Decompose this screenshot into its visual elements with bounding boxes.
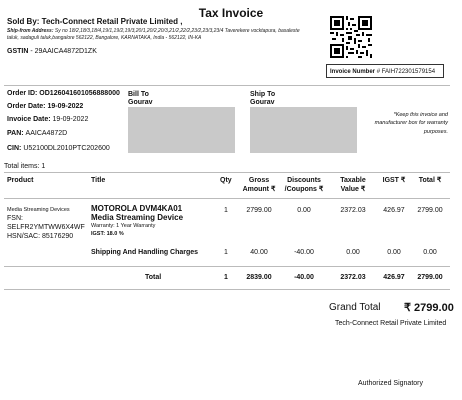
order-id-label: Order ID: [7,90,38,97]
cin [7,145,110,152]
ship-to-name: Gourav [250,99,275,106]
gstin-label: GSTIN [7,48,29,55]
pan-label: PAN: [7,130,24,137]
bill-to [128,91,153,107]
warranty-keep-note: *Keep this invoice and manufacturer box for warranty purposes. [374,112,448,135]
product-fsn-value: SELFR2YMTWW6X4WF [7,224,85,231]
invoice-date-value: 19-09-2022 [52,116,89,123]
invoice-date [7,116,88,123]
item-taxable: 2372.03 [340,207,366,214]
table-top-divider [4,172,450,173]
gstin-value: - 29AAICA4872D1ZK [30,48,97,55]
product-hsn: HSN/SAC: 85176290 [7,233,74,240]
invoice-date-label: Invoice Date: [7,116,51,123]
total-items: Total items: 1 [4,163,46,170]
item-qty: 1 [224,207,228,214]
product-cell [7,206,85,241]
order-date-label: Order Date: [7,103,46,110]
ship-from-text: Sy no 18/2,18/3,18/4,19/1,19/2,19/3,20/1,20/2,20/3,21/2,22/2,23/2,23/3,23/4 Taverekere vocktapura, basaleste taluk, sadaguli taluk,bangalore 562122, Bangalore, KARNATAKA, India - 562122, IN-KA [7,28,300,42]
product-fsn-label: FSN: [7,215,23,222]
item-total: 2799.00 [417,207,443,214]
seller-gstin [7,48,97,55]
bill-to-label: Bill To [128,91,149,98]
ship-from-label: Ship-from Address: [7,28,54,34]
header-qty: Qty [220,177,232,184]
totals-bottom-divider [4,289,450,290]
totals-igst: 426.97 [383,274,405,281]
product-category: Media Streaming Devices [7,207,70,213]
cin-label: CIN: [7,145,22,152]
table-header-divider [4,198,450,199]
header-taxable: Taxable Value ₹ [340,177,366,193]
company-footer: Tech-Connect Retail Private Limited [335,320,447,327]
shipping-discounts: -40.00 [294,249,314,256]
item-title-line1: MOTOROLA DVM4KA01 [91,204,183,213]
order-date-value: 19-09-2022 [47,103,84,110]
ship-to-address-redacted [250,107,357,153]
header-total: Total ₹ [418,177,442,184]
order-id-value: OD126041601056888000 [39,90,120,97]
shipping-gross: 40.00 [250,249,268,256]
ship-to-label: Ship To [250,91,276,98]
grand-total-label: Grand Total [329,302,381,313]
shipping-taxable: 0.00 [346,249,360,256]
sold-by: Sold By: Tech-Connect Retail Private Limited , [7,17,183,26]
shipping-igst: 0.00 [387,249,401,256]
header-product: Product [7,177,34,184]
invoice-number-label: Invoice Number [330,69,376,75]
ship-to [250,91,275,107]
totals-label: Total [145,274,162,281]
header-title: Title [91,177,106,184]
cin-value: U52100DL2010PTC202600 [23,145,110,152]
item-warranty: Warranty: 1 Year Warranty [91,223,156,229]
invoice-number-box [326,64,444,78]
header-igst: IGST ₹ [382,177,406,184]
item-igst-rate: IGST: 18.0 % [91,231,124,237]
bill-to-name: Gourav [128,99,153,106]
invoice-title: Tax Invoice [198,6,264,20]
authorized-signatory: Authorized Signatory [358,380,423,387]
totals-gross: 2839.00 [246,274,272,281]
order-id [7,90,120,97]
header-divider [4,85,450,86]
header-gross: Gross Amount ₹ [242,177,276,193]
item-igst: 426.97 [383,207,405,214]
totals-qty: 1 [224,274,228,281]
shipping-total: 0.00 [423,249,437,256]
totals-discounts: -40.00 [294,274,314,281]
totals-taxable: 2372.03 [340,274,366,281]
item-gross: 2799.00 [246,207,272,214]
grand-total-value: ₹ 2799.00 [404,302,454,314]
order-date [7,103,83,110]
qr-code [330,16,372,58]
pan [7,130,67,137]
totals-total: 2799.00 [417,274,443,281]
shipping-title: Shipping And Handling Charges [91,249,199,256]
ship-from-address [7,28,312,43]
invoice-number-value: # FAIH722301579154 [376,69,436,75]
bill-to-address-redacted [128,107,235,153]
pan-value: AAICA4872D [25,130,68,137]
item-discounts: 0.00 [297,207,311,214]
title-cell [91,204,183,238]
shipping-qty: 1 [224,249,228,256]
header-discounts: Discounts /Coupons ₹ [284,177,324,193]
totals-top-divider [4,266,450,267]
item-title-line2: Media Streaming Device [91,213,184,222]
